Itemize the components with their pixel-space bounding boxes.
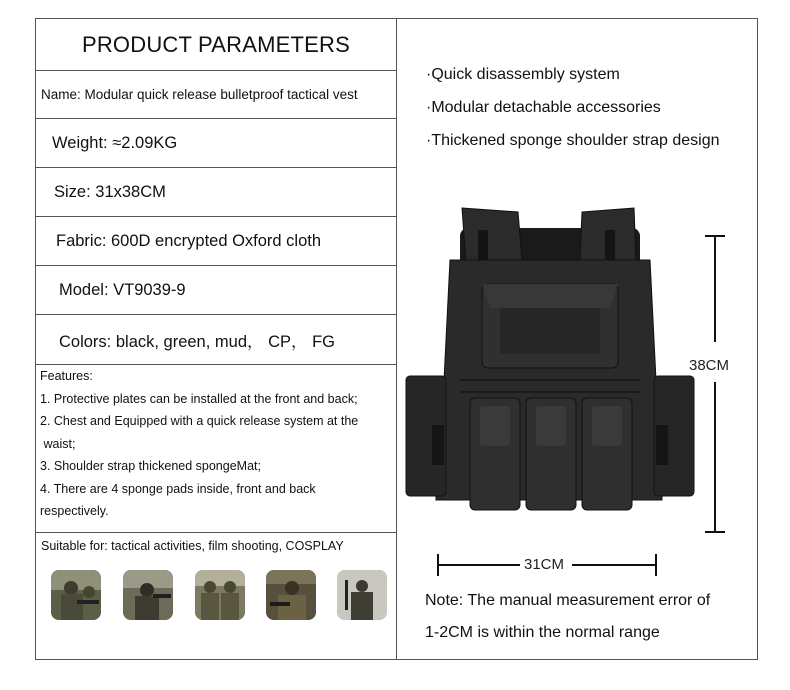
colors-row: Colors: black, green, mud， CP， FG [36, 315, 396, 365]
features-section [36, 365, 396, 533]
highlight-item: ·Quick disassembly system [426, 66, 620, 83]
width-label: 31CM [524, 556, 565, 573]
feature-line: waist; [40, 436, 76, 451]
page-title: PRODUCT PARAMETERS [36, 19, 396, 71]
soldier-photo [195, 570, 245, 620]
suitable-for-text: Suitable for: tactical activities, film shooting, COSPLAY [41, 539, 344, 553]
note-line-2: 1-2CM is within the normal range [425, 624, 660, 641]
feature-line: 3. Shoulder strap thickened spongeMat; [40, 459, 261, 473]
soldier-photo [123, 570, 173, 620]
tactical-vest-image [400, 200, 700, 540]
soldier-photo [51, 570, 101, 620]
note-line-1: Note: The manual measurement error of [425, 592, 711, 609]
feature-line: 2. Chest and Equipped with a quick release system at the [40, 414, 359, 428]
soldier-photo [266, 570, 316, 620]
highlight-item: ·Thickened sponge shoulder strap design [426, 132, 720, 149]
feature-line: 4. There are 4 sponge pads inside, front and back [40, 481, 316, 496]
model-row: Model: VT9039-9 [36, 266, 396, 315]
height-dimension-line [700, 232, 730, 537]
usage-photos [51, 570, 391, 620]
feature-line: respectively. [40, 504, 109, 518]
parameters-table [36, 19, 397, 659]
highlight-item: ·Modular detachable accessories [426, 99, 661, 116]
soldier-photo [337, 570, 387, 620]
features-heading: Features: [40, 369, 93, 383]
product-name: Name: Modular quick release bulletproof tactical vest [36, 71, 396, 119]
feature-line: 1. Protective plates can be installed at the front and back; [40, 391, 358, 406]
size-row: Size: 31x38CM [36, 168, 396, 217]
weight-row: Weight: ≈2.09KG [36, 119, 396, 168]
fabric-row: Fabric: 600D encrypted Oxford cloth [36, 217, 396, 266]
height-label: 38CM [689, 357, 730, 374]
